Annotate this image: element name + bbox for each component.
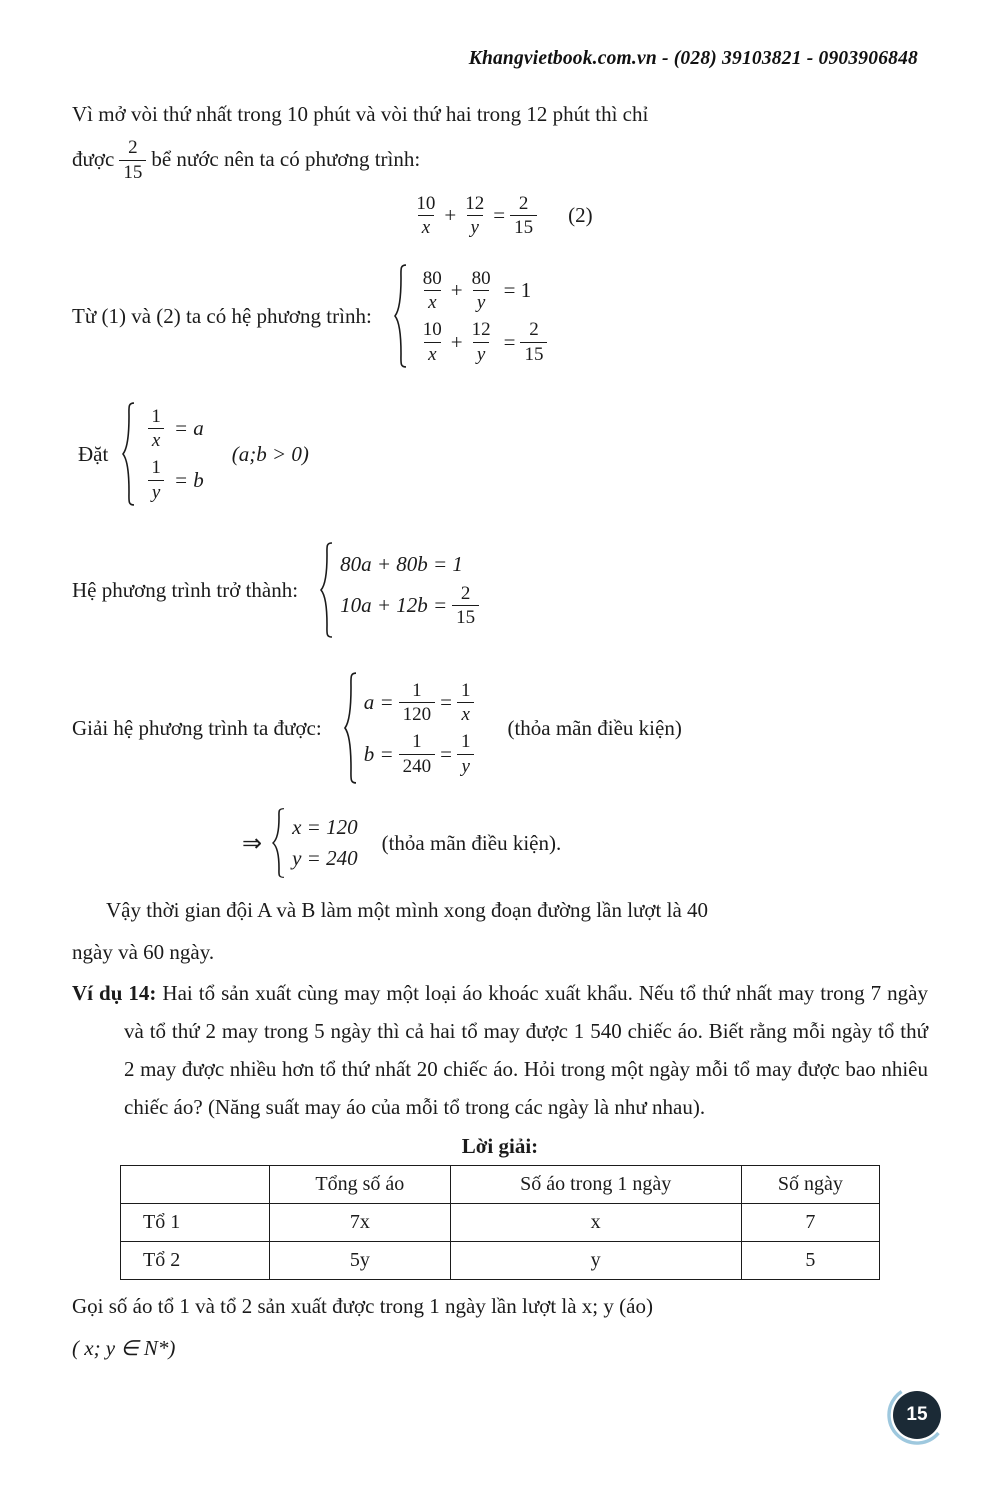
- page-header: Khangvietbook.com.vn - (028) 39103821 - 0903906848: [468, 48, 918, 69]
- system-2-label: Hệ phương trình trở thành:: [72, 577, 299, 602]
- fraction-numerator: 1: [460, 731, 471, 753]
- table-cell: Tổ 1: [121, 1204, 270, 1242]
- fraction-numerator: 2: [460, 583, 471, 605]
- table-cell: 5y: [270, 1242, 451, 1280]
- result-rows: [292, 808, 358, 878]
- fraction-numerator: 80: [471, 267, 491, 289]
- closing-line-2: ( x; y ∈ N*): [72, 1335, 176, 1360]
- equals-b: = b: [173, 467, 204, 492]
- system-2-row-2: [340, 580, 484, 632]
- fraction-2-15: [520, 319, 547, 365]
- equals-a: = a: [173, 416, 204, 441]
- fraction-denominator: x: [424, 342, 440, 365]
- page-number: 15: [893, 1391, 941, 1439]
- table-row: [121, 1204, 880, 1242]
- plus-sign: +: [450, 278, 463, 303]
- fraction-denominator: 15: [452, 605, 479, 628]
- substitution-row-2: [142, 454, 203, 506]
- fraction-denominator: x: [418, 215, 434, 238]
- table-row: [121, 1242, 880, 1280]
- equals-one: = 1: [503, 278, 532, 303]
- fraction-1-y: [457, 731, 475, 777]
- plus-sign: +: [444, 203, 457, 228]
- equals-sign: =: [493, 203, 506, 228]
- result-row-2: y = 240: [292, 846, 358, 871]
- system-1-block: [72, 264, 928, 368]
- solve-label: Giải hệ phương trình ta được:: [72, 715, 322, 740]
- left-brace-icon: [320, 542, 334, 638]
- substitution-label: Đặt: [78, 441, 109, 466]
- table-header-cell-2: Số áo trong 1 ngày: [450, 1166, 741, 1204]
- fraction-numerator: 12: [465, 192, 485, 214]
- fraction-numerator: 1: [151, 405, 161, 427]
- fraction-denominator: 15: [520, 342, 547, 365]
- intro-line-2-suffix: bể nước nên ta có phương trình:: [151, 147, 421, 172]
- solve-braces: [344, 672, 480, 784]
- table-cell: Tổ 2: [121, 1242, 270, 1280]
- intro-line-2-prefix: được: [72, 147, 115, 172]
- fraction-2-15: [452, 583, 479, 629]
- fraction-1-240: [399, 731, 436, 777]
- fraction-denominator: 15: [119, 160, 146, 183]
- substitution-block: [72, 402, 928, 506]
- equals-sign: =: [440, 690, 452, 715]
- result-note: (thỏa mãn điều kiện).: [381, 830, 562, 855]
- intro-line-2: [72, 137, 928, 183]
- result-braces: [272, 808, 358, 878]
- table-cell: x: [450, 1204, 741, 1242]
- fraction-numerator: 2: [518, 192, 529, 214]
- solve-rows: [364, 672, 480, 784]
- fraction-denominator: y: [148, 480, 164, 503]
- solve-row-2: [364, 728, 480, 780]
- result-block: [72, 808, 928, 878]
- plus-sign: +: [450, 329, 463, 354]
- fraction-denominator: y: [457, 754, 473, 777]
- fraction-2-15: [510, 193, 537, 239]
- fraction-denominator: y: [473, 342, 489, 365]
- conclusion-line-1: Vậy thời gian đội A và B làm một mình xong đoạn đường lần lượt là 40: [106, 898, 709, 923]
- fraction-denominator: y: [473, 290, 489, 313]
- conclusion-line-2: ngày và 60 ngày.: [72, 939, 215, 964]
- substitution-braces: [122, 402, 203, 506]
- substitution-rows: [142, 402, 203, 506]
- left-brace-icon: [394, 264, 408, 368]
- page-number-badge: [886, 1384, 948, 1446]
- fraction-1-y: [147, 457, 165, 503]
- equation-2-block: [72, 193, 928, 239]
- table-cell: 5: [741, 1242, 879, 1280]
- solution-heading: Lời giải:: [461, 1134, 539, 1159]
- solve-block: [72, 672, 928, 784]
- left-brace-icon: [344, 672, 358, 784]
- system-2-row-2-left: 10a + 12b =: [340, 593, 448, 618]
- system-1-braces: [394, 264, 553, 368]
- fraction-denominator: x: [148, 428, 164, 451]
- table-header-row: [121, 1166, 880, 1204]
- fraction-1-120: [399, 680, 436, 726]
- fraction-denominator: x: [424, 290, 440, 313]
- solve-row-2-left: b =: [363, 741, 394, 766]
- table-cell: y: [450, 1242, 741, 1280]
- substitution-row-1: [142, 403, 203, 455]
- table-header-cell-1: Tổng số áo: [270, 1166, 451, 1204]
- system-2-block: [72, 542, 928, 638]
- fraction-12-y: [468, 319, 495, 365]
- fraction-denominator: 120: [399, 702, 436, 725]
- table-header-cell-3: Số ngày: [741, 1166, 879, 1204]
- table-header-cell-0: [121, 1166, 270, 1204]
- equation-tag: (2): [568, 203, 593, 228]
- system-2-braces: [320, 542, 484, 638]
- solution-table: [120, 1165, 880, 1280]
- solve-row-1: [364, 677, 480, 729]
- equals-sign: =: [440, 741, 452, 766]
- fraction-numerator: 80: [422, 267, 442, 289]
- system-1-row-2: [414, 316, 553, 368]
- fraction-numerator: 1: [151, 457, 161, 479]
- fraction-2-15: [119, 137, 146, 183]
- fraction-80-y: [468, 268, 495, 314]
- example-title: Ví dụ 14:: [72, 981, 157, 1006]
- system-1-label: Từ (1) và (2) ta có hệ phương trình:: [72, 303, 372, 328]
- fraction-numerator: 2: [529, 319, 539, 341]
- fraction-denominator: x: [457, 702, 473, 725]
- fraction-80-x: [419, 268, 446, 314]
- fraction-denominator: 240: [399, 754, 436, 777]
- example-text: Hai tổ sản xuất cùng may một loại áo khoác xuất khẩu. Nếu tổ thứ nhất may trong 7 ngày và tổ thứ 2 may trong 5 ngày thì cả hai tổ may được 1 540 chiếc áo. Biết rằng mỗi ngày tổ thứ 2 may được nhiều hơn tổ thứ nhất 20 chiếc áo. Hỏi trong một ngày mỗi tổ may được bao nhiêu chiếc áo? (Năng suất may áo của mỗi tổ trong các ngày là như nhau).: [124, 981, 928, 1119]
- fraction-numerator: 2: [128, 137, 138, 159]
- closing-line-1: Gọi số áo tổ 1 và tổ 2 sản xuất được trong 1 ngày lần lượt là x; y (áo): [72, 1294, 653, 1319]
- system-2-rows: [340, 542, 484, 638]
- solve-row-1-left: a =: [363, 690, 394, 715]
- result-row-1: x = 120: [292, 815, 358, 840]
- closing-paragraph: [72, 1288, 928, 1367]
- implies-icon: ⇒: [242, 830, 263, 857]
- fraction-numerator: 1: [460, 679, 471, 701]
- fraction-denominator: y: [467, 215, 483, 238]
- substitution-condition: (a;b > 0): [231, 441, 309, 466]
- fraction-10-x: [412, 193, 439, 239]
- table-cell: 7x: [270, 1204, 451, 1242]
- system-1-rows: [414, 264, 553, 368]
- fraction-numerator: 1: [412, 731, 422, 753]
- fraction-numerator: 10: [422, 319, 442, 341]
- fraction-10-x: [419, 319, 446, 365]
- fraction-1-x: [147, 406, 165, 452]
- intro-paragraph: [72, 96, 928, 183]
- fraction-numerator: 10: [416, 192, 436, 214]
- left-brace-icon: [272, 808, 286, 878]
- example-block: [72, 975, 928, 1126]
- example-paragraph: [72, 975, 928, 1126]
- fraction-1-x: [457, 680, 475, 726]
- conclusion-paragraph: [72, 892, 928, 971]
- equals-sign: =: [503, 329, 516, 354]
- fraction-numerator: 1: [412, 679, 422, 701]
- table-cell: 7: [741, 1204, 879, 1242]
- intro-line-1: Vì mở vòi thứ nhất trong 10 phút và vòi thứ hai trong 12 phút thì chỉ: [72, 102, 649, 126]
- left-brace-icon: [122, 402, 136, 506]
- system-1-row-1: [414, 265, 553, 317]
- fraction-12-y: [461, 193, 488, 239]
- fraction-denominator: 15: [510, 215, 537, 238]
- solve-note: (thỏa mãn điều kiện): [507, 715, 682, 740]
- system-2-row-1: 80a + 80b = 1: [340, 552, 463, 577]
- fraction-numerator: 12: [471, 319, 491, 341]
